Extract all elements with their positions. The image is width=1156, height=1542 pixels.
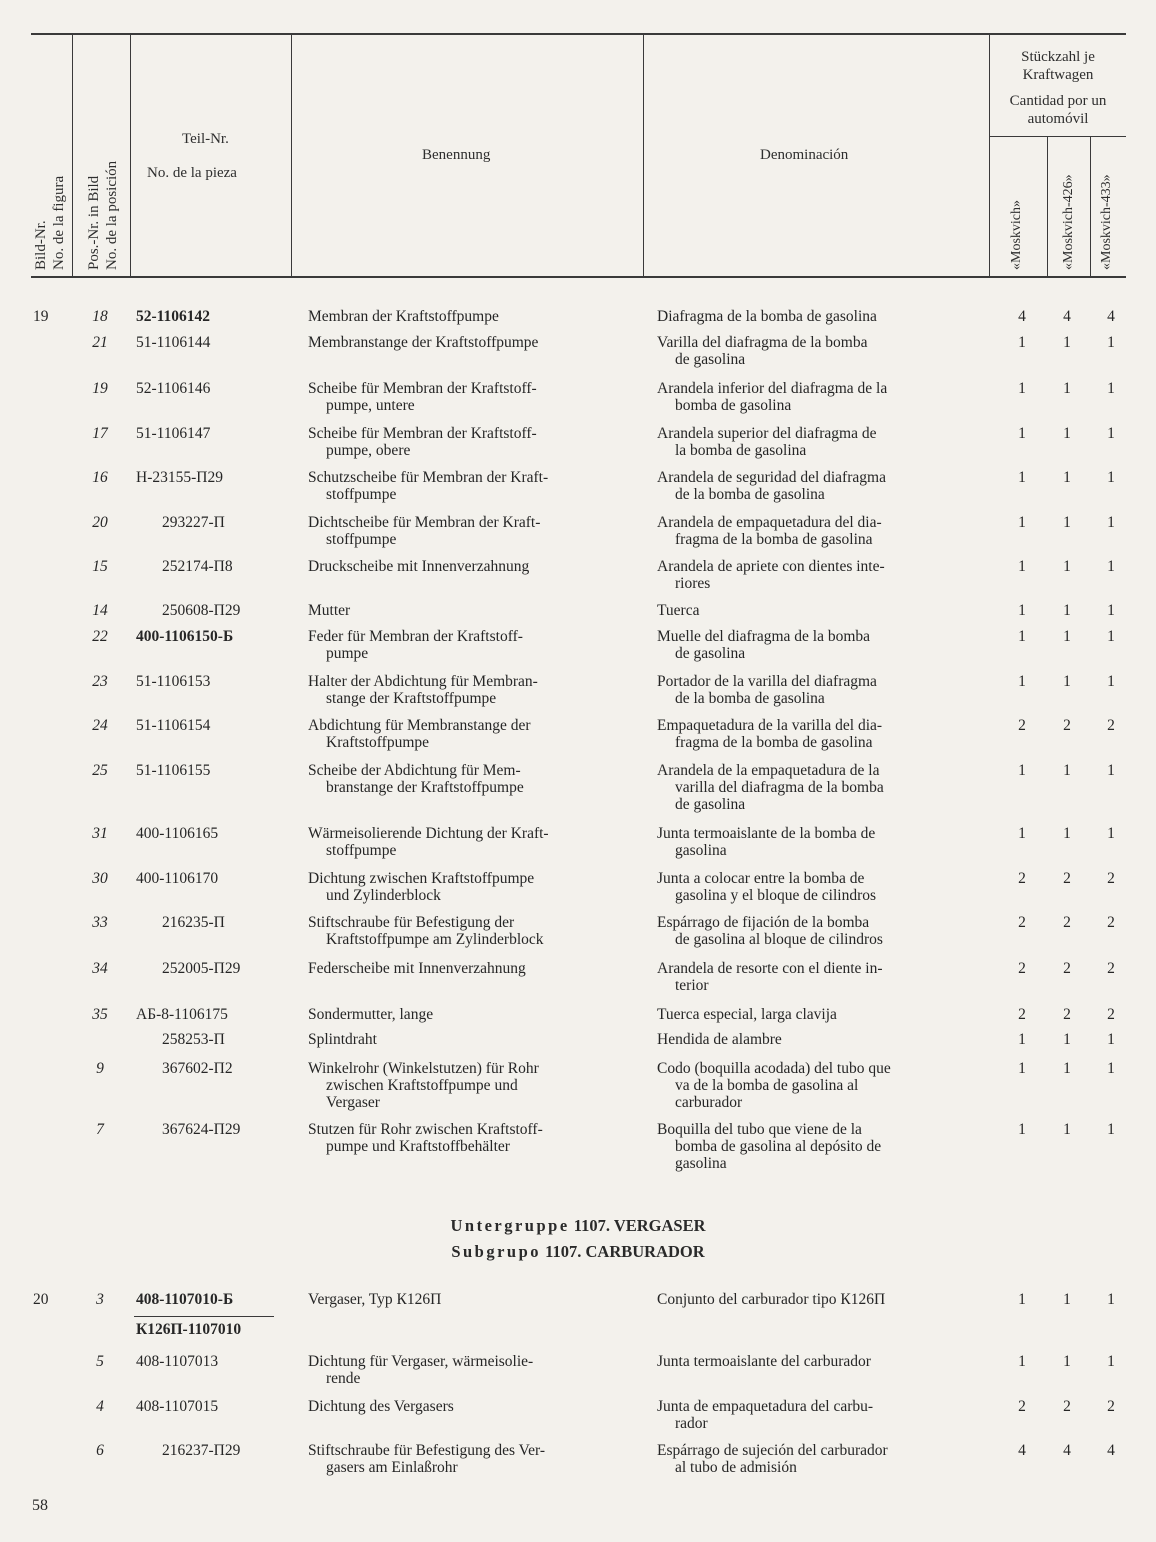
name-german-line: Scheibe der Abdichtung für Mem- <box>308 762 521 779</box>
quantity-2: 4 <box>1063 308 1071 325</box>
quantity-2: 2 <box>1063 1398 1071 1415</box>
name-german <box>308 762 628 796</box>
name-german <box>308 870 628 904</box>
name-german <box>308 334 628 351</box>
part-number: 408-1107015 <box>136 1398 219 1415</box>
name-german <box>308 1291 628 1308</box>
part-number: 367602-П2 <box>162 1060 233 1077</box>
quantity-2: 1 <box>1063 514 1071 531</box>
name-spanish-line: Arandela de la empaquetadura de la <box>657 762 880 779</box>
name-german-line: stoffpumpe <box>326 486 397 503</box>
part-number: 367624-П29 <box>162 1121 241 1138</box>
figure-number: 20 <box>33 1291 49 1308</box>
col-divider <box>130 35 131 276</box>
header-top-rule <box>31 33 1126 35</box>
position-number: 31 <box>92 825 108 842</box>
name-german-line: pumpe <box>326 645 369 662</box>
name-spanish-line: de gasolina al bloque de cilindros <box>675 931 883 948</box>
position-number: 30 <box>92 870 108 887</box>
model-header-moskvich-433: «Moskvich-433» <box>1099 174 1114 270</box>
name-german-line: Dichtung für Vergaser, wärmeisolie- <box>308 1353 534 1370</box>
part-number: 400-1106170 <box>136 870 219 887</box>
name-german-line: Schutzscheibe für Membran der Kraft- <box>308 469 549 486</box>
name-german-line: branstange der Kraftstoffpumpe <box>326 779 524 796</box>
quantity-3: 1 <box>1107 602 1115 619</box>
name-german <box>308 469 628 503</box>
name-spanish <box>657 1442 975 1476</box>
name-spanish-line: de la bomba de gasolina <box>675 690 825 707</box>
position-number: 7 <box>96 1121 104 1138</box>
name-spanish-line: terior <box>675 977 709 994</box>
name-spanish <box>657 870 975 904</box>
name-spanish <box>657 558 975 592</box>
name-german-line: Abdichtung für Membranstange der <box>308 717 531 734</box>
name-german-line: Vergaser <box>326 1094 380 1111</box>
quantity-2: 2 <box>1063 1006 1071 1023</box>
part-number: 51-1106155 <box>136 762 211 779</box>
name-header-es: Denominación <box>760 147 849 163</box>
quantity-1: 2 <box>1018 1398 1026 1415</box>
part-number: 216237-П29 <box>162 1442 241 1459</box>
quantity-3: 1 <box>1107 469 1115 486</box>
part-number: 51-1106147 <box>136 425 211 442</box>
quantity-2: 2 <box>1063 717 1071 734</box>
name-spanish-line: Espárrago de fijación de la bomba <box>657 914 870 931</box>
part-number: 293227-П <box>162 514 225 531</box>
name-spanish-line: varilla del diafragma de la bomba <box>675 779 884 796</box>
quantity-1: 1 <box>1018 425 1026 442</box>
quantity-3: 1 <box>1107 673 1115 690</box>
name-german-line: Stutzen für Rohr zwischen Kraftstoff- <box>308 1121 543 1138</box>
name-spanish-line: Junta de empaquetadura del carbu- <box>657 1398 874 1415</box>
name-german <box>308 717 628 751</box>
position-number: 6 <box>96 1442 104 1459</box>
name-german-line: Splintdraht <box>308 1031 377 1048</box>
name-spanish-line: Arandela de apriete con dientes inte- <box>657 558 885 575</box>
name-spanish <box>657 1353 975 1370</box>
position-number: 4 <box>96 1398 104 1415</box>
name-spanish-line: Arandela de empaquetadura del dia- <box>657 514 882 531</box>
name-spanish <box>657 914 975 948</box>
name-spanish <box>657 334 975 368</box>
quantity-2: 1 <box>1063 425 1071 442</box>
part-number: 216235-П <box>162 914 225 931</box>
position-number: 17 <box>92 425 108 442</box>
quantity-2: 1 <box>1063 1353 1071 1370</box>
col-divider <box>1090 137 1091 276</box>
name-spanish-line: gasolina y el bloque de cilindros <box>675 887 877 904</box>
part-number: 408-1107010-Б <box>136 1291 234 1308</box>
name-spanish-line: carburador <box>675 1094 743 1111</box>
name-spanish-line: bomba de gasolina al depósito de <box>675 1138 882 1155</box>
name-spanish <box>657 1060 975 1111</box>
fig-nr-header-de: Bild-Nr. <box>33 220 49 270</box>
name-spanish-line: Diafragma de la bomba de gasolina <box>657 308 877 325</box>
name-spanish <box>657 1006 975 1023</box>
position-number: 5 <box>96 1353 104 1370</box>
name-header-de: Benennung <box>422 147 491 163</box>
name-german <box>308 1006 628 1023</box>
name-german <box>308 960 628 977</box>
name-german <box>308 380 628 414</box>
qty-header-es: Cantidad por un automóvil <box>1009 93 1107 127</box>
name-spanish <box>657 717 975 751</box>
name-german-line: Mutter <box>308 602 351 619</box>
figure-number: 19 <box>33 308 49 325</box>
quantity-1: 1 <box>1018 1353 1026 1370</box>
name-german-line: Sondermutter, lange <box>308 1006 434 1023</box>
quantity-1: 1 <box>1018 762 1026 779</box>
quantity-3: 1 <box>1107 558 1115 575</box>
quantity-3: 2 <box>1107 1006 1115 1023</box>
quantity-2: 1 <box>1063 334 1071 351</box>
quantity-1: 1 <box>1018 628 1026 645</box>
name-german <box>308 673 628 707</box>
name-spanish <box>657 673 975 707</box>
name-spanish-line: Junta termoaislante de la bomba de <box>657 825 876 842</box>
quantity-2: 4 <box>1063 1442 1071 1459</box>
quantity-3: 1 <box>1107 1060 1115 1077</box>
name-german <box>308 425 628 459</box>
position-number: 23 <box>92 673 108 690</box>
name-spanish-line: de gasolina <box>675 645 746 662</box>
name-spanish-line: Empaquetadura de la varilla del dia- <box>657 717 883 734</box>
name-german-line: rende <box>326 1370 361 1387</box>
quantity-3: 1 <box>1107 628 1115 645</box>
part-number: 51-1106153 <box>136 673 211 690</box>
name-spanish-line: Portador de la varilla del diafragma <box>657 673 877 690</box>
position-number: 21 <box>92 334 108 351</box>
quantity-3: 2 <box>1107 914 1115 931</box>
quantity-3: 1 <box>1107 825 1115 842</box>
name-spanish-line: gasolina <box>675 1155 727 1172</box>
quantity-1: 2 <box>1018 1006 1026 1023</box>
name-spanish-line: Espárrago de sujeción del carburador <box>657 1442 888 1459</box>
quantity-1: 1 <box>1018 602 1026 619</box>
part-number: 252174-П8 <box>162 558 233 575</box>
quantity-3: 2 <box>1107 717 1115 734</box>
name-spanish-line: Arandela de resorte con el diente in- <box>657 960 883 977</box>
name-german <box>308 628 628 662</box>
quantity-3: 1 <box>1107 1121 1115 1138</box>
position-number: 33 <box>92 914 108 931</box>
quantity-3: 1 <box>1107 514 1115 531</box>
name-spanish <box>657 514 975 548</box>
name-german-line: stange der Kraftstoffpumpe <box>326 690 497 707</box>
quantity-3: 1 <box>1107 1353 1115 1370</box>
pos-nr-header-es: No. de la posición <box>104 160 120 270</box>
name-spanish <box>657 1121 975 1172</box>
part-number: 408-1107013 <box>136 1353 219 1370</box>
name-german <box>308 558 628 575</box>
name-german-line: Kraftstoffpumpe am Zylinderblock <box>326 931 544 948</box>
name-spanish-line: de gasolina <box>675 796 746 813</box>
quantity-1: 2 <box>1018 870 1026 887</box>
part-number: 400-1106150-Б <box>136 628 234 645</box>
position-number: 24 <box>92 717 108 734</box>
quantity-1: 2 <box>1018 960 1026 977</box>
name-spanish <box>657 1398 975 1432</box>
name-spanish-line: de la bomba de gasolina <box>675 486 825 503</box>
qty-subheader-rule <box>989 136 1126 137</box>
page-number: 58 <box>32 1497 48 1514</box>
name-german-line: Federscheibe mit Innenverzahnung <box>308 960 526 977</box>
name-german-line: Kraftstoffpumpe <box>326 734 430 751</box>
name-german-line: Wärmeisolierende Dichtung der Kraft- <box>308 825 549 842</box>
name-german <box>308 602 628 619</box>
name-spanish-line: Codo (boquilla acodada) del tubo que <box>657 1060 891 1077</box>
position-number: 20 <box>92 514 108 531</box>
quantity-2: 1 <box>1063 673 1071 690</box>
name-spanish <box>657 628 975 662</box>
part-number: 258253-П <box>162 1031 225 1048</box>
name-spanish-line: fragma de la bomba de gasolina <box>675 734 873 751</box>
quantity-3: 1 <box>1107 334 1115 351</box>
quantity-2: 1 <box>1063 1060 1071 1077</box>
quantity-1: 1 <box>1018 1031 1026 1048</box>
quantity-1: 2 <box>1018 717 1026 734</box>
part-number: 52-1106142 <box>136 308 211 325</box>
name-german-line: Membran der Kraftstoffpumpe <box>308 308 499 325</box>
name-german-line: und Zylinderblock <box>326 887 441 904</box>
part-number: 51-1106144 <box>136 334 211 351</box>
name-spanish-line: Muelle del diafragma de la bomba <box>657 628 871 645</box>
quantity-2: 2 <box>1063 870 1071 887</box>
name-german-line: Halter der Abdichtung für Membran- <box>308 673 538 690</box>
quantity-1: 1 <box>1018 558 1026 575</box>
name-german-line: Stiftschraube für Befestigung der <box>308 914 515 931</box>
name-spanish <box>657 380 975 414</box>
name-spanish-line: Varilla del diafragma de la bomba <box>657 334 868 351</box>
part-number-divider <box>134 1316 274 1317</box>
quantity-3: 2 <box>1107 870 1115 887</box>
name-spanish-line: Tuerca <box>657 602 700 619</box>
name-spanish <box>657 762 975 813</box>
name-spanish-line: Junta a colocar entre la bomba de <box>657 870 865 887</box>
position-number: 22 <box>92 628 108 645</box>
name-german-line: Druckscheibe mit Innenverzahnung <box>308 558 530 575</box>
name-german <box>308 514 628 548</box>
quantity-3: 2 <box>1107 1398 1115 1415</box>
quantity-2: 2 <box>1063 960 1071 977</box>
name-german-line: Vergaser, Typ К126П <box>308 1291 442 1308</box>
name-spanish-line: Conjunto del carburador tipo К126П <box>657 1291 886 1308</box>
quantity-2: 1 <box>1063 558 1071 575</box>
part-number-alt: К126П-1107010 <box>136 1321 242 1338</box>
quantity-2: 2 <box>1063 914 1071 931</box>
quantity-1: 1 <box>1018 673 1026 690</box>
name-german <box>308 1060 628 1111</box>
quantity-1: 4 <box>1018 1442 1026 1459</box>
name-spanish-line: Arandela superior del diafragma de <box>657 425 877 442</box>
name-german-line: Dichtscheibe für Membran der Kraft- <box>308 514 541 531</box>
name-spanish-line: al tubo de admisión <box>675 1459 797 1476</box>
col-divider <box>291 35 292 276</box>
name-german-line: Winkelrohr (Winkelstutzen) für Rohr <box>308 1060 539 1077</box>
quantity-3: 1 <box>1107 425 1115 442</box>
position-number: 16 <box>92 469 108 486</box>
position-number: 18 <box>92 308 108 325</box>
name-spanish-line: de gasolina <box>675 351 746 368</box>
name-spanish-line: Arandela de seguridad del diafragma <box>657 469 886 486</box>
quantity-3: 1 <box>1107 1291 1115 1308</box>
name-spanish-line: bomba de gasolina <box>675 397 792 414</box>
quantity-2: 1 <box>1063 762 1071 779</box>
quantity-3: 1 <box>1107 1031 1115 1048</box>
quantity-1: 4 <box>1018 308 1026 325</box>
name-german-line: Membranstange der Kraftstoffpumpe <box>308 334 539 351</box>
quantity-1: 1 <box>1018 825 1026 842</box>
part-number: 52-1106146 <box>136 380 211 397</box>
name-spanish <box>657 960 975 994</box>
quantity-3: 4 <box>1107 1442 1115 1459</box>
qty-header-de: Stückzahl je Kraftwagen <box>1021 49 1095 83</box>
col-divider <box>643 35 644 276</box>
name-spanish-line: rador <box>675 1415 708 1432</box>
name-german <box>308 1398 628 1415</box>
name-german-line: stoffpumpe <box>326 842 397 859</box>
name-german-line: pumpe und Kraftstoffbehälter <box>326 1138 510 1155</box>
pos-nr-header-de: Pos.-Nr. in Bild <box>86 175 102 270</box>
name-german-line: gasers am Einlaßrohr <box>326 1459 458 1476</box>
name-german <box>308 914 628 948</box>
quantity-1: 1 <box>1018 334 1026 351</box>
part-number: 400-1106165 <box>136 825 219 842</box>
col-divider <box>72 35 73 276</box>
part-number: 51-1106154 <box>136 717 211 734</box>
quantity-2: 1 <box>1063 628 1071 645</box>
name-german-line: Dichtung des Vergasers <box>308 1398 454 1415</box>
quantity-3: 2 <box>1107 960 1115 977</box>
name-german-line: Scheibe für Membran der Kraftstoff- <box>308 425 537 442</box>
part-number: H-23155-П29 <box>136 469 223 486</box>
quantity-3: 4 <box>1107 308 1115 325</box>
quantity-2: 1 <box>1063 602 1071 619</box>
part-number: 252005-П29 <box>162 960 241 977</box>
header-bottom-rule <box>31 276 1126 278</box>
name-german-line: Stiftschraube für Befestigung des Ver- <box>308 1442 546 1459</box>
name-german-line: stoffpumpe <box>326 531 397 548</box>
name-spanish-line: Boquilla del tubo que viene de la <box>657 1121 862 1138</box>
name-german-line: pumpe, untere <box>326 397 415 414</box>
quantity-2: 1 <box>1063 380 1071 397</box>
name-spanish-line: Hendida de alambre <box>657 1031 782 1048</box>
position-number: 25 <box>92 762 108 779</box>
part-nr-header-es: No. de la pieza <box>147 165 237 181</box>
subgroup-title-de: Untergruppe 1107. VERGASER <box>450 1216 706 1235</box>
name-spanish-line: Tuerca especial, larga clavija <box>657 1006 837 1023</box>
name-german-line: Feder für Membran der Kraftstoff- <box>308 628 523 645</box>
name-spanish <box>657 469 975 503</box>
quantity-1: 1 <box>1018 469 1026 486</box>
name-spanish-line: la bomba de gasolina <box>675 442 807 459</box>
quantity-1: 1 <box>1018 1060 1026 1077</box>
name-spanish <box>657 1031 975 1048</box>
name-spanish-line: riores <box>675 575 711 592</box>
name-german <box>308 825 628 859</box>
quantity-2: 1 <box>1063 825 1071 842</box>
part-number: 250608-П29 <box>162 602 241 619</box>
position-number: 19 <box>92 380 108 397</box>
quantity-2: 1 <box>1063 1121 1071 1138</box>
name-german <box>308 1121 628 1155</box>
quantity-3: 1 <box>1107 762 1115 779</box>
col-divider <box>989 35 990 276</box>
quantity-1: 1 <box>1018 380 1026 397</box>
name-spanish-line: Arandela inferior del diafragma de la <box>657 380 888 397</box>
name-german-line: Scheibe für Membran der Kraftstoff- <box>308 380 537 397</box>
name-spanish <box>657 1291 975 1308</box>
quantity-2: 1 <box>1063 1291 1071 1308</box>
name-spanish-line: va de la bomba de gasolina al <box>675 1077 859 1094</box>
position-number: 14 <box>92 602 108 619</box>
name-german <box>308 1442 628 1476</box>
name-german <box>308 1353 628 1387</box>
name-spanish <box>657 825 975 859</box>
quantity-1: 1 <box>1018 514 1026 531</box>
fig-nr-header-es: No. de la figura <box>51 175 67 270</box>
name-german <box>308 308 628 325</box>
col-divider <box>1047 137 1048 276</box>
name-german-line: zwischen Kraftstoffpumpe und <box>326 1077 518 1094</box>
name-spanish-line: fragma de la bomba de gasolina <box>675 531 873 548</box>
name-spanish-line: gasolina <box>675 842 727 859</box>
name-spanish <box>657 425 975 459</box>
name-german-line: pumpe, obere <box>326 442 411 459</box>
position-number: 35 <box>92 1006 108 1023</box>
model-header-moskvich-426: «Moskvich-426» <box>1061 174 1076 270</box>
position-number: 3 <box>96 1291 104 1308</box>
model-header-moskvich: «Moskvich» <box>1009 200 1024 270</box>
quantity-3: 1 <box>1107 380 1115 397</box>
position-number: 15 <box>92 558 108 575</box>
quantity-2: 1 <box>1063 1031 1071 1048</box>
quantity-1: 1 <box>1018 1121 1026 1138</box>
quantity-1: 2 <box>1018 914 1026 931</box>
name-spanish <box>657 602 975 619</box>
name-spanish-line: Junta termoaislante del carburador <box>657 1353 871 1370</box>
name-german-line: Dichtung zwischen Kraftstoffpumpe <box>308 870 535 887</box>
quantity-2: 1 <box>1063 469 1071 486</box>
part-nr-header-de: Teil-Nr. <box>182 131 229 147</box>
subgroup-title-es: Subgrupo 1107. CARBURADOR <box>451 1242 705 1261</box>
position-number: 9 <box>96 1060 104 1077</box>
name-german <box>308 1031 628 1048</box>
quantity-1: 1 <box>1018 1291 1026 1308</box>
part-number: АБ-8-1106175 <box>136 1006 228 1023</box>
name-spanish <box>657 308 975 325</box>
position-number: 34 <box>92 960 108 977</box>
